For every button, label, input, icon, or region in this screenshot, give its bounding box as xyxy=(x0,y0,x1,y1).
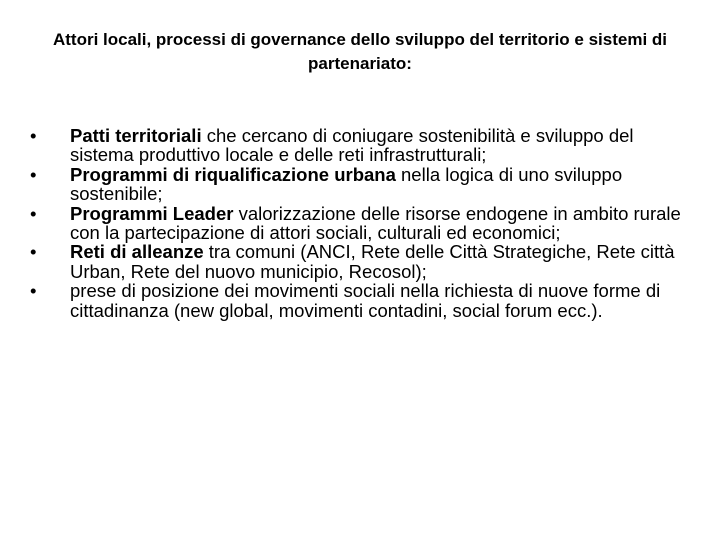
bullet-text: tra comuni (ANCI, Rete delle Città Strategiche, Rete città Urban, Rete del nuovo municipio, Recosol); xyxy=(70,241,675,282)
bullet-dot-icon: • xyxy=(30,280,37,302)
list-item xyxy=(30,126,700,165)
list-item xyxy=(30,204,700,243)
bullet-strong-text: Programmi di riqualificazione urbana xyxy=(70,163,396,185)
list-item xyxy=(30,165,700,204)
bullet-text: che cercano di coniugare sostenibilità e sviluppo del sistema produttivo locale e delle reti infrastrutturali; xyxy=(70,125,634,166)
bullet-dot-icon: • xyxy=(30,241,37,263)
bullet-text: nella logica di uno sviluppo sostenibile; xyxy=(70,163,623,205)
bullet-strong-text: Patti territoriali xyxy=(70,125,202,146)
bullet-text: valorizzazione delle risorse endogene in ambito rurale con la partecipazione di attori sociali, culturali ed economici; xyxy=(70,202,681,244)
bullet-strong-text: Reti di alleanze xyxy=(70,241,204,263)
list-item xyxy=(30,242,700,281)
bullet-dot-icon: • xyxy=(30,163,37,185)
bullet-list xyxy=(30,126,700,320)
list-item xyxy=(30,281,700,320)
slide-title: Attori locali, processi di governance dello sviluppo del territorio e sistemi di partenariato: xyxy=(52,30,668,73)
bullet-text: prese di posizione dei movimenti sociali nella richiesta di nuove forme di cittadinanza (new global, movimenti contadini, social forum ecc.). xyxy=(70,280,661,321)
bullet-strong-text: Programmi Leader xyxy=(70,202,234,224)
bullet-dot-icon: • xyxy=(30,125,37,146)
bullet-dot-icon: • xyxy=(30,202,37,224)
